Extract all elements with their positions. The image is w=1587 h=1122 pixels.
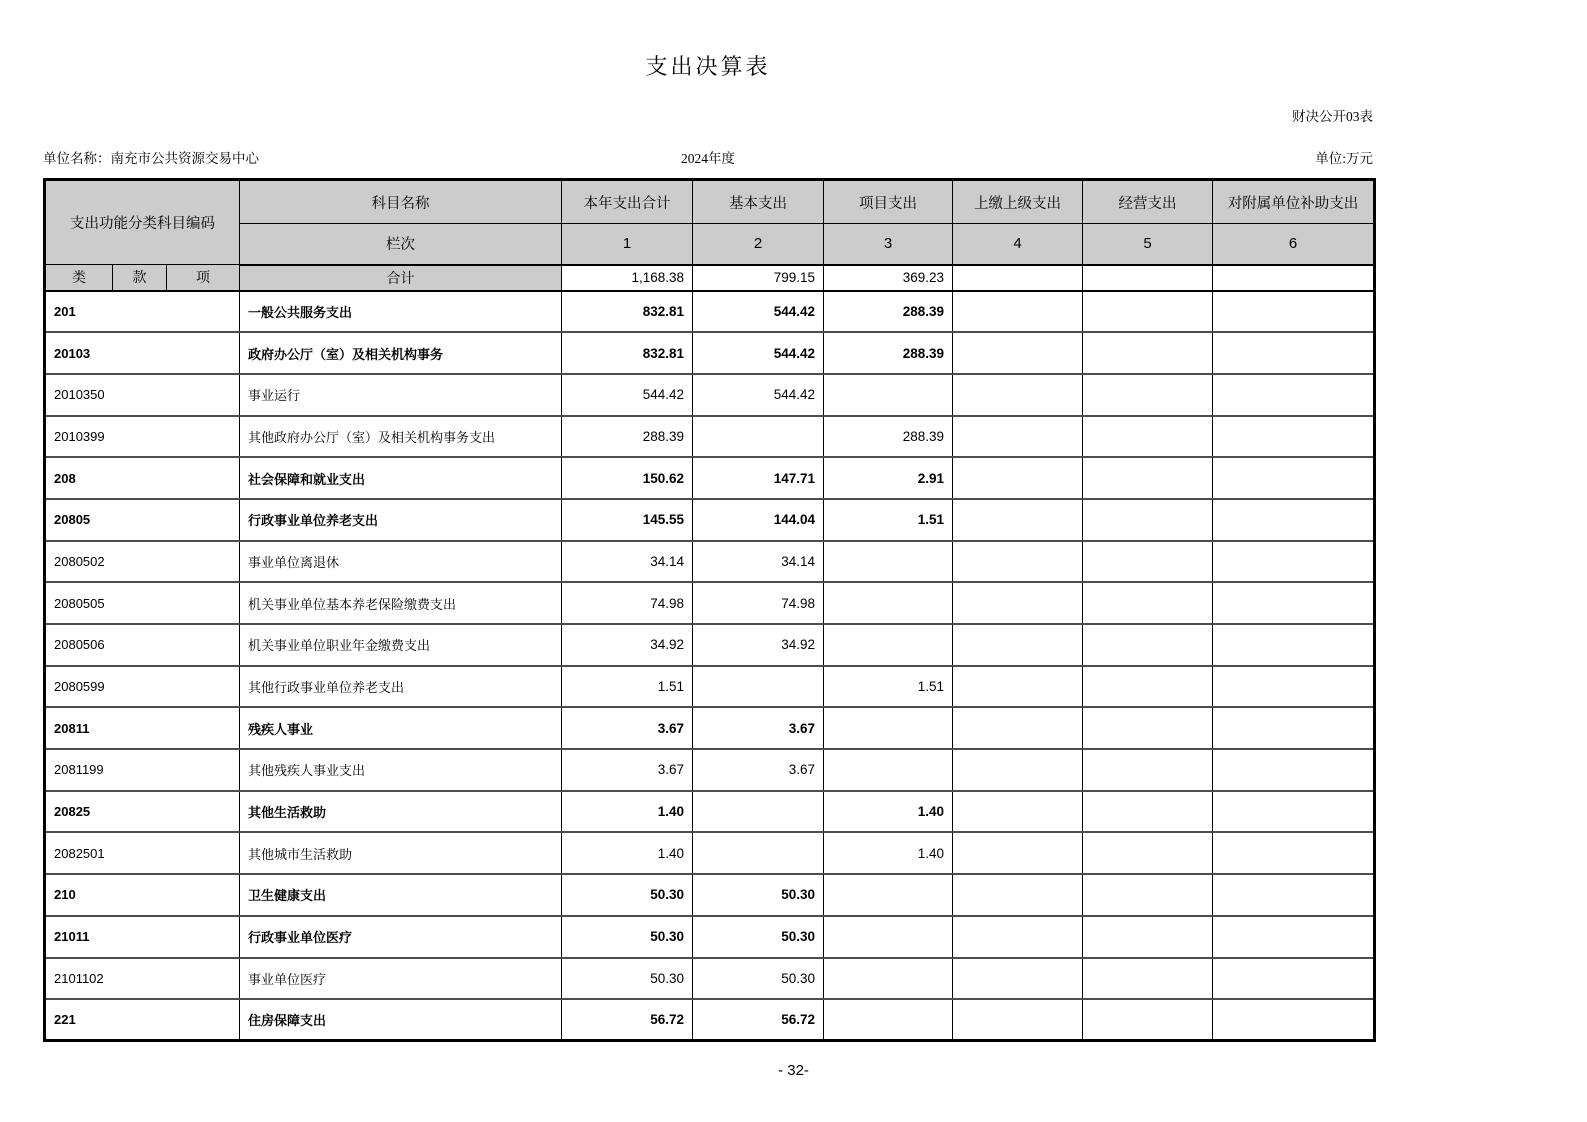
row-subject-name: 行政事业单位养老支出: [240, 499, 562, 541]
table-row: [45, 916, 1375, 958]
row-value: [953, 624, 1083, 666]
row-value: [1083, 791, 1213, 833]
row-value: 832.81: [562, 291, 693, 333]
row-subject-name: 机关事业单位基本养老保险缴费支出: [240, 582, 562, 624]
row-value: [953, 291, 1083, 333]
row-value: 56.72: [693, 999, 824, 1041]
expenditure-table: [43, 178, 1376, 1042]
header-col-project: 项目支出: [824, 180, 953, 224]
row-code: 20805: [45, 499, 240, 541]
total-label: 合计: [240, 265, 562, 291]
row-value: [953, 707, 1083, 749]
row-value: [1083, 416, 1213, 458]
row-value: 544.42: [562, 374, 693, 416]
row-code: 20825: [45, 791, 240, 833]
table-body: [45, 291, 1375, 1041]
page-number: - 32-: [778, 1062, 809, 1079]
row-value: [1213, 291, 1375, 333]
table-row: [45, 999, 1375, 1041]
row-subject-name: 社会保障和就业支出: [240, 457, 562, 499]
row-value: [824, 707, 953, 749]
row-value: 1.40: [824, 832, 953, 874]
total-value: 799.15: [693, 265, 824, 291]
page-title: 支出决算表: [645, 54, 771, 79]
row-value: [1083, 916, 1213, 958]
row-value: [953, 541, 1083, 583]
row-value: 288.39: [824, 416, 953, 458]
row-value: [953, 791, 1083, 833]
row-value: 288.39: [562, 416, 693, 458]
row-code: 2080502: [45, 541, 240, 583]
table-row: [45, 291, 1375, 333]
row-value: [1083, 874, 1213, 916]
row-value: [953, 457, 1083, 499]
row-value: [1083, 749, 1213, 791]
row-value: 3.67: [693, 749, 824, 791]
row-value: 544.42: [693, 291, 824, 333]
table-row: [45, 624, 1375, 666]
row-value: [953, 499, 1083, 541]
header-col-index-4: 4: [953, 224, 1083, 265]
row-value: [1213, 958, 1375, 1000]
row-subject-name: 残疾人事业: [240, 707, 562, 749]
table-row: [45, 374, 1375, 416]
row-value: [1083, 666, 1213, 708]
header-col-annual-total: 本年支出合计: [562, 180, 693, 224]
total-value: [1083, 265, 1213, 291]
row-value: [1213, 624, 1375, 666]
table-row: [45, 832, 1375, 874]
row-value: [1213, 832, 1375, 874]
row-value: [1083, 707, 1213, 749]
table-row: [45, 666, 1375, 708]
row-value: [953, 749, 1083, 791]
row-value: [824, 999, 953, 1041]
row-value: 288.39: [824, 332, 953, 374]
document-content: [43, 0, 1373, 1042]
row-value: [824, 624, 953, 666]
row-value: [1213, 916, 1375, 958]
row-value: 50.30: [562, 958, 693, 1000]
row-subject-name: 行政事业单位医疗: [240, 916, 562, 958]
row-value: 50.30: [693, 874, 824, 916]
row-value: 34.92: [693, 624, 824, 666]
total-row: [45, 265, 1375, 291]
table-row: [45, 707, 1375, 749]
row-value: 34.14: [562, 541, 693, 583]
table-meta-row: [43, 147, 1373, 167]
table-row: [45, 541, 1375, 583]
row-value: 144.04: [693, 499, 824, 541]
row-value: [1083, 457, 1213, 499]
code-sub-lei: 类: [45, 265, 113, 291]
row-value: [1213, 749, 1375, 791]
row-value: 74.98: [693, 582, 824, 624]
table-header: [45, 180, 1375, 265]
row-value: [824, 916, 953, 958]
row-code: 210: [45, 874, 240, 916]
header-col-index-1: 1: [562, 224, 693, 265]
header-col-upward-payment: 上缴上级支出: [953, 180, 1083, 224]
row-value: 544.42: [693, 332, 824, 374]
row-code: 201: [45, 291, 240, 333]
row-code: 2080505: [45, 582, 240, 624]
row-value: [953, 958, 1083, 1000]
row-value: [953, 332, 1083, 374]
row-code: 2080506: [45, 624, 240, 666]
row-code: 2101102: [45, 958, 240, 1000]
row-value: [1213, 374, 1375, 416]
header-lanci-label: 栏次: [240, 224, 562, 265]
row-value: [824, 874, 953, 916]
row-value: 150.62: [562, 457, 693, 499]
row-value: [1213, 707, 1375, 749]
row-subject-name: 事业单位医疗: [240, 958, 562, 1000]
row-value: [1213, 874, 1375, 916]
row-subject-name: 其他生活救助: [240, 791, 562, 833]
row-value: [824, 374, 953, 416]
row-value: [1213, 666, 1375, 708]
row-value: 832.81: [562, 332, 693, 374]
row-subject-name: 事业单位离退休: [240, 541, 562, 583]
header-col-index-2: 2: [693, 224, 824, 265]
table-row: [45, 416, 1375, 458]
row-value: 34.92: [562, 624, 693, 666]
row-value: 1.51: [562, 666, 693, 708]
row-subject-name: 其他行政事业单位养老支出: [240, 666, 562, 708]
row-subject-name: 机关事业单位职业年金缴费支出: [240, 624, 562, 666]
row-value: [693, 416, 824, 458]
row-value: [953, 999, 1083, 1041]
row-subject-name: 其他残疾人事业支出: [240, 749, 562, 791]
row-value: 3.67: [693, 707, 824, 749]
row-value: 50.30: [562, 916, 693, 958]
row-value: [824, 958, 953, 1000]
row-value: [953, 374, 1083, 416]
row-value: 288.39: [824, 291, 953, 333]
row-value: 50.30: [693, 916, 824, 958]
code-sub-xiang: 项: [167, 265, 240, 291]
table-row: [45, 958, 1375, 1000]
header-code-column: 支出功能分类科目编码: [45, 180, 240, 265]
row-value: [693, 791, 824, 833]
row-value: [953, 874, 1083, 916]
row-value: 145.55: [562, 499, 693, 541]
table-row: [45, 457, 1375, 499]
header-row-1: [45, 180, 1375, 224]
total-value: [1213, 265, 1375, 291]
row-code: 20103: [45, 332, 240, 374]
header-col-index-5: 5: [1083, 224, 1213, 265]
code-sub-kuan: 款: [113, 265, 167, 291]
fiscal-year-label: 2024年度: [681, 151, 735, 166]
total-value: 369.23: [824, 265, 953, 291]
row-value: [953, 416, 1083, 458]
row-value: [1083, 624, 1213, 666]
table-row: [45, 582, 1375, 624]
row-value: [1083, 541, 1213, 583]
row-code: 21011: [45, 916, 240, 958]
row-subject-name: 其他城市生活救助: [240, 832, 562, 874]
row-value: [1213, 457, 1375, 499]
row-value: 544.42: [693, 374, 824, 416]
row-value: [1213, 999, 1375, 1041]
table-row: [45, 749, 1375, 791]
row-subject-name: 一般公共服务支出: [240, 291, 562, 333]
row-value: [1083, 582, 1213, 624]
row-value: [953, 916, 1083, 958]
row-value: [1083, 332, 1213, 374]
row-value: [1083, 999, 1213, 1041]
row-code: 208: [45, 457, 240, 499]
row-value: [1083, 958, 1213, 1000]
row-code: 20811: [45, 707, 240, 749]
row-value: 50.30: [562, 874, 693, 916]
row-value: 3.67: [562, 749, 693, 791]
row-value: 1.40: [824, 791, 953, 833]
header-subject-name: 科目名称: [240, 180, 562, 224]
header-col-subsidy: 对附属单位补助支出: [1213, 180, 1375, 224]
total-value: 1,168.38: [562, 265, 693, 291]
row-value: [1213, 582, 1375, 624]
row-value: [1213, 791, 1375, 833]
row-code: 2080599: [45, 666, 240, 708]
row-subject-name: 事业运行: [240, 374, 562, 416]
row-subject-name: 政府办公厅（室）及相关机构事务: [240, 332, 562, 374]
row-code: 2010399: [45, 416, 240, 458]
header-col-basic: 基本支出: [693, 180, 824, 224]
row-value: [1083, 374, 1213, 416]
row-subject-name: 其他政府办公厅（室）及相关机构事务支出: [240, 416, 562, 458]
row-value: [1083, 832, 1213, 874]
form-code-label: 财决公开03表: [1292, 109, 1373, 124]
row-value: [824, 541, 953, 583]
row-value: [953, 832, 1083, 874]
total-value: [953, 265, 1083, 291]
row-value: [1213, 499, 1375, 541]
row-code: 2082501: [45, 832, 240, 874]
row-value: [693, 832, 824, 874]
row-subject-name: 卫生健康支出: [240, 874, 562, 916]
unit-of-measure-label: 单位:万元: [1315, 151, 1373, 166]
row-value: [1213, 332, 1375, 374]
row-value: 50.30: [693, 958, 824, 1000]
row-value: [953, 582, 1083, 624]
table-row: [45, 499, 1375, 541]
row-value: [824, 749, 953, 791]
row-value: 34.14: [693, 541, 824, 583]
table-row: [45, 791, 1375, 833]
header-col-operating: 经营支出: [1083, 180, 1213, 224]
header-row-2: [45, 224, 1375, 265]
header-col-index-3: 3: [824, 224, 953, 265]
row-value: 1.51: [824, 666, 953, 708]
row-value: 74.98: [562, 582, 693, 624]
unit-name-label: 单位名称：南充市公共资源交易中心: [43, 151, 259, 166]
row-value: 56.72: [562, 999, 693, 1041]
row-value: 3.67: [562, 707, 693, 749]
row-code: 221: [45, 999, 240, 1041]
row-value: [693, 666, 824, 708]
row-value: [1083, 499, 1213, 541]
row-value: 2.91: [824, 457, 953, 499]
row-value: 1.40: [562, 791, 693, 833]
row-value: [1213, 416, 1375, 458]
row-value: [953, 666, 1083, 708]
row-code: 2010350: [45, 374, 240, 416]
header-col-index-6: 6: [1213, 224, 1375, 265]
table-row: [45, 332, 1375, 374]
row-value: 147.71: [693, 457, 824, 499]
row-subject-name: 住房保障支出: [240, 999, 562, 1041]
row-value: [1083, 291, 1213, 333]
table-row: [45, 874, 1375, 916]
row-value: 1.51: [824, 499, 953, 541]
row-value: [1213, 541, 1375, 583]
row-code: 2081199: [45, 749, 240, 791]
row-value: [824, 582, 953, 624]
row-value: 1.40: [562, 832, 693, 874]
